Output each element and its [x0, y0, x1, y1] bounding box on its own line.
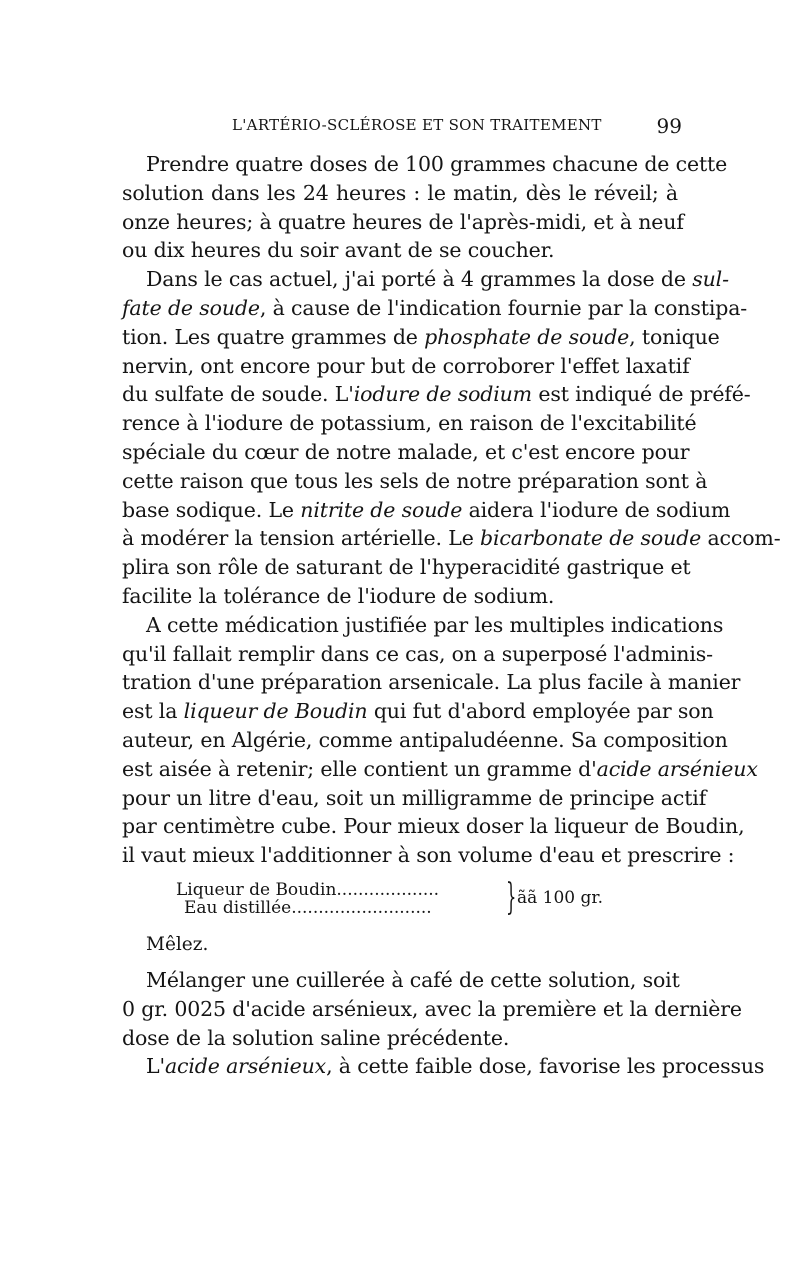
text-line: cette raison que tous les sels de notre préparation sont à: [122, 468, 708, 493]
text-line: base sodique. Le nitrite de soude aidera l'iodure de sodium: [122, 497, 731, 522]
italic-term: bicarbonate de soude: [480, 526, 702, 551]
text-line: pour un litre d'eau, soit un milligramme de principe actif: [122, 785, 707, 810]
text-line: dose de la solution saline précédente.: [122, 1025, 510, 1050]
italic-term: phosphate de soude: [424, 324, 630, 349]
text-line: facilite la tolérance de l'iodure de sodium.: [122, 583, 555, 608]
text-line: auteur, en Algérie, comme antipaludéenne. Sa composition: [122, 727, 728, 752]
page-number: 99: [656, 114, 682, 138]
text-line: qu'il fallait remplir dans ce cas, on a superposé l'adminis-: [122, 641, 713, 666]
text-line: tion. Les quatre grammes de phosphate de soude, tonique: [122, 324, 720, 349]
formula-ingredient-1: Liqueur de Boudin...................: [176, 879, 440, 900]
text-line: onze heures; à quatre heures de l'après-midi, et à neuf: [122, 209, 684, 234]
text-line: spéciale du cœur de notre malade, et c'est encore pour: [122, 439, 690, 464]
text-line: tration d'une préparation arsenicale. La plus facile à manier: [122, 670, 741, 695]
text-line: solution dans les 24 heures : le matin, dès le réveil; à: [122, 180, 678, 205]
text-line: Mélanger une cuillerée à café de cette solution, soit: [146, 967, 680, 992]
italic-term: liqueur de Boudin: [183, 699, 368, 724]
italic-term: nitrite de soude: [300, 497, 463, 522]
text-line: Prendre quatre doses de 100 grammes chacune de cette: [146, 152, 728, 176]
text-line: rence à l'iodure de potassium, en raison de l'excitabilité: [122, 411, 697, 436]
text-line: fate de soude, à cause de l'indication fournie par la constipa-: [122, 295, 748, 320]
text-line: L'acide arsénieux, à cette faible dose, favorise les processus: [146, 1054, 765, 1079]
italic-term: acide arsénieux: [596, 756, 758, 781]
text-line: nervin, ont encore pour but de corroborer l'effet laxatif: [122, 353, 690, 378]
body-text: [122, 150, 781, 1081]
text-line: à modérer la tension artérielle. Le bicarbonate de soude accom-: [122, 526, 781, 551]
prescription-formula: [122, 876, 678, 930]
text-line: par centimètre cube. Pour mieux doser la liqueur de Boudin,: [122, 814, 745, 839]
text-line: Dans le cas actuel, j'ai porté à 4 grammes la dose de sul-: [146, 267, 729, 292]
italic-term: iodure de sodium: [353, 382, 532, 407]
text-line: il vaut mieux l'additionner à son volume d'eau et prescrire :: [122, 843, 735, 868]
running-title: L'ARTÉRIO-SCLÉROSE ET SON TRAITEMENT: [232, 116, 602, 134]
text-line: plira son rôle de saturant de l'hyperacidité gastrique et: [122, 555, 691, 580]
text-line: du sulfate de soude. L'iodure de sodium est indiqué de préfé-: [122, 382, 751, 407]
italic-term: sul-: [692, 267, 729, 292]
formula-instruction: Mêlez.: [146, 933, 209, 955]
text-line: ou dix heures du soir avant de se coucher.: [122, 238, 555, 263]
running-header: [122, 116, 682, 142]
text-line: 0 gr. 0025 d'acide arsénieux, avec la première et la dernière: [122, 996, 742, 1021]
text-line: A cette médication justifiée par les multiples indications: [146, 612, 724, 637]
formula-ingredient-2: Eau distillée..........................: [184, 897, 432, 918]
paragraph-block-b: [122, 966, 765, 1081]
italic-term: acide arsénieux: [164, 1054, 327, 1079]
italic-term: fate de soude: [122, 295, 260, 320]
text-line: est la liqueur de Boudin qui fut d'abord employée par son: [122, 699, 714, 724]
formula-brace: }: [506, 876, 517, 918]
text-line: est aisée à retenir; elle contient un gramme d'acide arsénieux: [122, 756, 758, 781]
formula-dose: ãã 100 gr.: [517, 887, 604, 908]
paragraph-block-a: [122, 150, 781, 870]
